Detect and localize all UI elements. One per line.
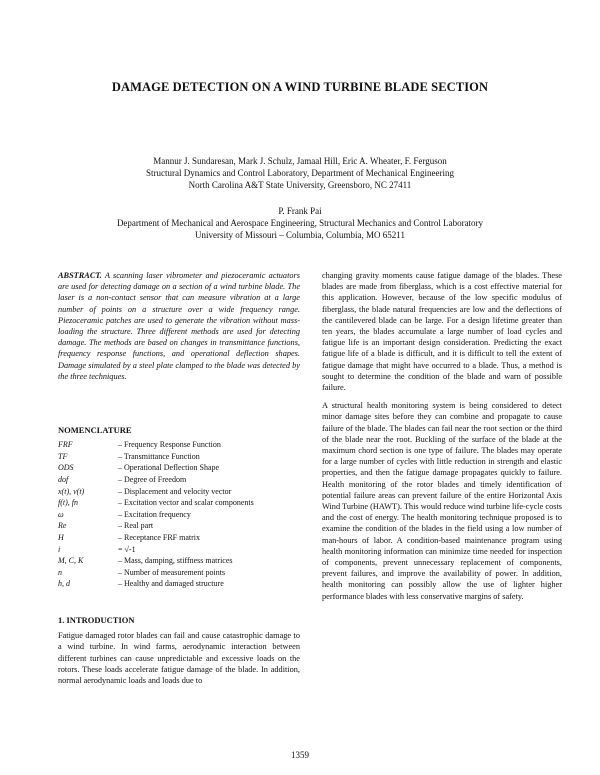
nomenclature-row <box>58 567 254 579</box>
nomenclature-definition: – Number of measurement points <box>118 567 226 577</box>
nomenclature-symbol: H <box>58 532 64 542</box>
nomenclature-section <box>58 425 300 590</box>
right-column <box>322 270 562 609</box>
nomenclature-table <box>58 439 254 590</box>
nomenclature-symbol: f(t), fn <box>58 498 78 508</box>
nomenclature-definition: – Real part <box>118 521 154 531</box>
author-lab: Structural Dynamics and Control Laboratory, Department of Mechanical Engineering <box>145 168 455 178</box>
second-author-affiliation: University of Missouri – Columbia, Columbia, MO 65211 <box>195 230 405 240</box>
nomenclature-row <box>58 555 254 567</box>
introduction-paragraph: Fatigue damaged rotor blades can fail and cause catastrophic damage to a wind turbine. In wind farms, aerodynamic interaction between different turbines can cause unpredictable and excessive loads on the rotors. These loads accelerate fatigue damage of the blade. In addition, normal aerodynamic loads and loads due to <box>58 631 300 686</box>
nomenclature-definition: – Transmittance Function <box>118 451 200 461</box>
nomenclature-row <box>58 439 254 451</box>
nomenclature-definition: – Displacement and velocity vector <box>118 486 232 496</box>
second-author-name: P. Frank Pai <box>278 206 322 216</box>
abstract-label: ABSTRACT. <box>58 271 102 280</box>
nomenclature-symbol: i <box>58 544 61 554</box>
nomenclature-row <box>58 532 254 544</box>
nomenclature-definition: – Excitation frequency <box>118 509 191 519</box>
nomenclature-symbol: FRF <box>58 440 73 450</box>
nomenclature-symbol: M, C, K <box>58 556 84 566</box>
nomenclature-row <box>58 462 254 474</box>
nomenclature-row <box>58 578 254 590</box>
nomenclature-symbol: ODS <box>58 463 74 473</box>
nomenclature-definition: – Healthy and damaged structure <box>118 579 224 589</box>
nomenclature-definition: – Degree of Freedom <box>118 474 187 484</box>
author-names: Mannur J. Sundaresan, Mark J. Schulz, Jamaal Hill, Eric A. Wheater, F. Ferguson <box>153 156 447 166</box>
paper-title: DAMAGE DETECTION ON A WIND TURBINE BLADE SECTION <box>111 80 489 94</box>
nomenclature-row <box>58 474 254 486</box>
nomenclature-row <box>58 509 254 521</box>
abstract-text: A scanning laser vibrometer and piezoceramic actuators are used for detecting damage on a section of a wind turbine blade. The laser is a non-contact sensor that can measure vibration at a large number of points on a structure over a wide frequency range. Piezoceramic patches are used to generate the vibration without mass-loading the structure. Three different methods are used for detecting damage. The methods are based on changes in transmittance functions, frequency response functions, and operational deflection shapes. Damage simulated by a steel plate clamped to the blade was detected by the three techniques. <box>58 271 300 381</box>
nomenclature-symbol: dof <box>58 474 69 484</box>
abstract <box>58 270 300 382</box>
nomenclature-definition: – Mass, damping, stiffness matrices <box>118 556 233 566</box>
right-paragraph-2: A structural health monitoring system is being considered to detect minor damage sites before they can combine and propagate to cause failure of the blade. The blades can fail near the root section or the third of the blade near the root. Buckling of the surface of the blade at the maximum chord section is one type of failure. The blades may operate for a large number of cycles with little reduction in strength and elastic properties, and then the fatigue damage propagates quickly to failure. Health monitoring of the rotor blades and timely identification of potential failure areas can prevent failure of the entire Horizontal Axis Wind Turbine (HAWT). This would reduce wind turbine life-cycle costs and the cost of energy. The health monitoring technique proposed is to examine the condition of the blades in the field using a low number of man-hours of labor. A condition-based maintenance program using health monitoring information can minimize time needed for inspection of components, prevent unnecessary replacement of components, prevent failures, and improve the availability of power. In addition, health monitoring can possibly allow the use of lighter higher performance blades with less conservative margins of safety. <box>322 401 562 601</box>
page-number: 1359 <box>291 750 309 760</box>
nomenclature-symbol: n <box>58 567 62 577</box>
nomenclature-definition: = √-1 <box>118 544 136 554</box>
nomenclature-symbol: x(t), v(t) <box>58 486 85 496</box>
nomenclature-definition: – Frequency Response Function <box>118 440 221 450</box>
nomenclature-definition: – Excitation vector and scalar components <box>118 498 254 508</box>
introduction-section <box>58 615 300 693</box>
nomenclature-row <box>58 451 254 463</box>
nomenclature-row <box>58 520 254 532</box>
nomenclature-symbol: h, d <box>58 579 70 589</box>
author-affiliation: North Carolina A&T State University, Greensboro, NC 27411 <box>188 180 412 190</box>
introduction-heading: 1. INTRODUCTION <box>58 615 135 625</box>
nomenclature-symbol: Re <box>58 521 67 531</box>
nomenclature-row <box>58 486 254 498</box>
nomenclature-symbol: ω <box>58 509 64 519</box>
nomenclature-row <box>58 544 254 556</box>
right-paragraph-1: changing gravity moments cause fatigue damage of the blades. These blades are made from fiberglass, which is a cost effective material for this application. However, because of the low specific modulus of fiberglass, the blade natural frequencies are low and the deflections of the cantilevered blade can be large. For a design lifetime greater than ten years, the blades accumulate a large number of load cycles and fatigue life is an important design consideration. Predicting the exact fatigue life of a blade is difficult, and it is difficult to tell the extent of fatigue damage that might have occurred to a blade. Thus, a method is sought to determine the condition of the blade and warn of possible failure. <box>322 271 562 393</box>
nomenclature-symbol: TF <box>58 451 68 461</box>
nomenclature-definition: – Receptance FRF matrix <box>118 532 200 542</box>
nomenclature-definition: – Operational Deflection Shape <box>118 463 220 473</box>
nomenclature-heading: NOMENCLATURE <box>58 425 132 435</box>
nomenclature-row <box>58 497 254 509</box>
second-author-dept: Department of Mechanical and Aerospace Engineering, Structural Mechanics and Control Laboratory <box>116 218 484 228</box>
